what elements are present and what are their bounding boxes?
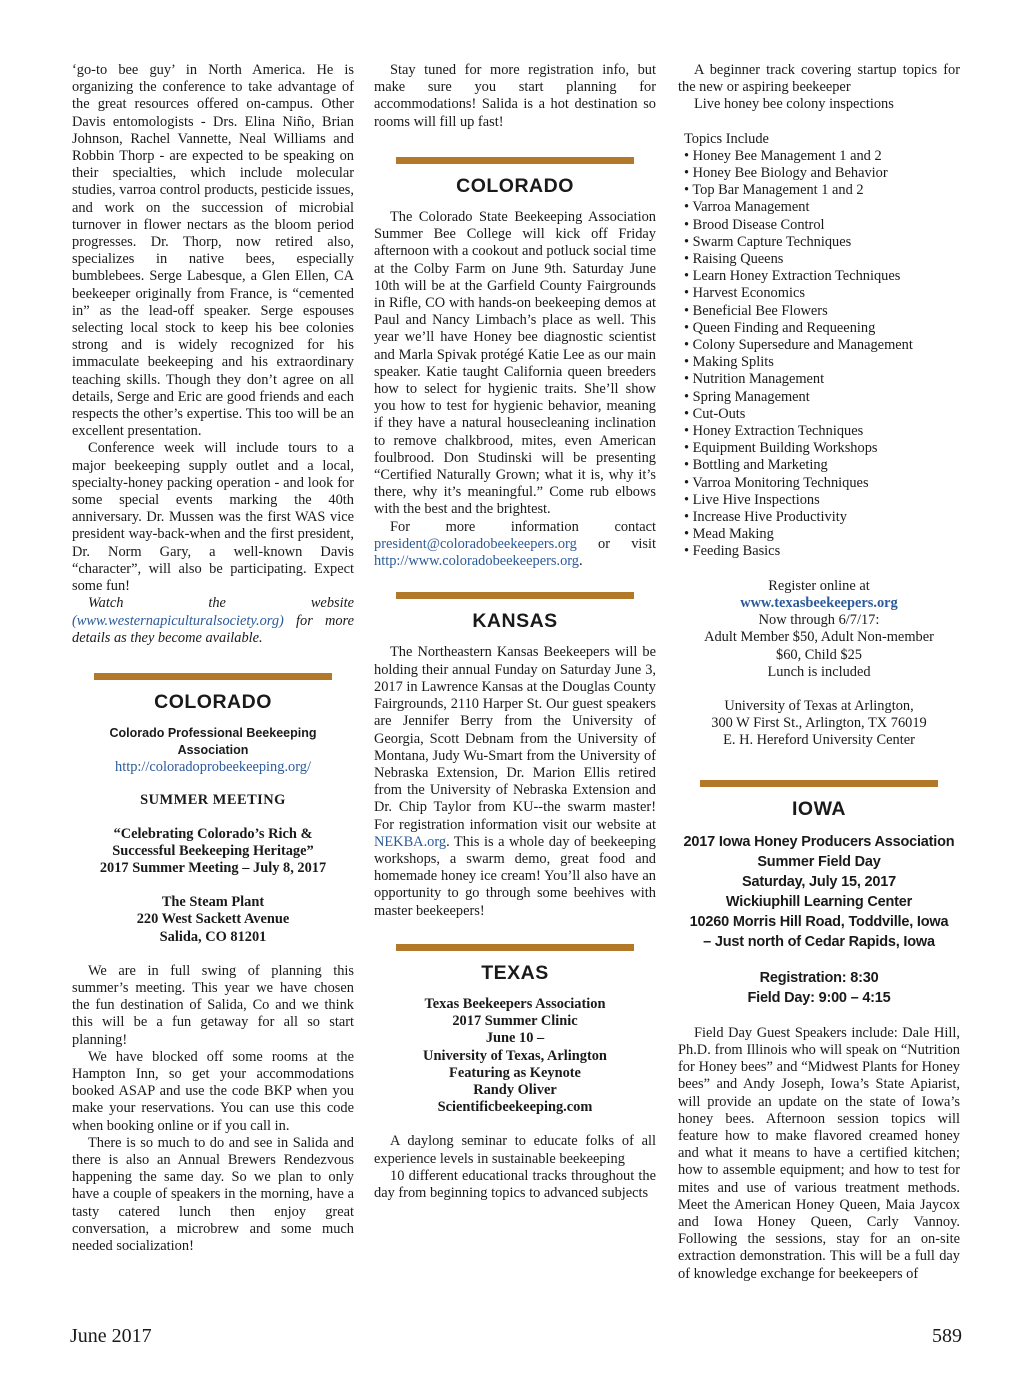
org-name: Colorado Professional Beekeeping Association bbox=[109, 726, 317, 758]
was-paragraph-1: ‘go-to bee guy’ in North America. He is organizing the conference to take advantage of the great resources offered on-campus. Other Davis entomologists - Drs. Elina Niño, Brian Johnson, Rachel Vannette, Neal Williams and Robbin Thorp - are expected to be speaking on their specialties, which include molecular studies, varroa control products, pesticide issues, and work on the succession of microbial turnover in flower nectars as the bloom period progresses. Dr. Thorp, now retired also, specializes in native bees, especially bumblebees. Serge Labesque, a Glen Ellen, CA beekeeper originally from France, is “cemented in” as the lead-off speaker. Serge espouses selecting local stock to keep his bee colonies strong and is widely recognized for his immaculate beekeeping and his extraordinary teaching skills. Though they don’t agree on all details, Serge and Eric are good friends and each respects the other’s expertise. This too will be an excellent presentation. bbox=[72, 62, 354, 440]
texas-location: University of Texas at Arlington, 300 W First St., Arlington, TX 76019 E. H. Hereford University Center bbox=[711, 697, 927, 749]
colorado-email-link[interactable]: president@coloradobeekeepers.org bbox=[374, 535, 577, 552]
meeting-theme: “Celebrating Colorado’s Rich & Successful Beekeeping Heritage” 2017 Summer Meeting – July 8, 2017 bbox=[99, 825, 327, 876]
org-url-link[interactable]: http://coloradoprobeekeeping.org/ bbox=[115, 759, 311, 776]
topic-item: • Making Splits bbox=[684, 354, 774, 371]
footer-page-number: 589 bbox=[932, 1325, 962, 1347]
topic-item: • Colony Supersedure and Management bbox=[684, 337, 913, 354]
topic-item: • Raising Queens bbox=[684, 251, 784, 268]
iowa-paragraph: Field Day Guest Speakers include: Dale Hill, Ph.D. from Illinois who will speak on “Nutrition for Honey bees” and “Midwest Plants for Honey bees” and Andy Joseph, Iowa’s State Apiarist, will provide an update on the state of Iowa’s honey bees. Afternoon session topics will feature how to make flavored creamed honey and what it means to have a certified kitchen; how to assemble equipment; and how to test for mites and use of various treatment methods. Meet the American Honey Queen, Maia Jaycox and Iowa Honey Queen, Carly Vannoy. Following the sessions, stay for an on-site extraction demonstration. This will be a full day of knowledge exchange for beekeepers of bbox=[678, 1024, 960, 1282]
meeting-venue: The Steam Plant 220 West Sackett Avenue Salida, CO 81201 bbox=[136, 894, 290, 945]
colorado-pro-paragraph-2: We have blocked off some rooms at the Hampton Inn, so get your accommodations booked ASAP and use the code BKP when you make your reservations. You can use this code when booking online or if you call in. bbox=[72, 1048, 354, 1134]
colorado-pro-paragraph-1: We are in full swing of planning this summer’s meeting. This year we have chosen the fun destination of Salida, Co and we think this will be a fun getaway for all so start planning! bbox=[72, 962, 354, 1048]
topic-item: • Queen Finding and Requeening bbox=[684, 319, 876, 336]
texas-paragraph-2: 10 different educational tracks throughout the day from beginning topics to advanced subjects bbox=[374, 1167, 656, 1201]
topic-item: • Equipment Building Workshops bbox=[684, 440, 878, 457]
colorado-pro-paragraph-3: There is so much to do and see in Salida and there is also an Annual Brewers Rendezvous happening the same day. So we plan to only have a couple of speakers in the morning, have a tasty catered lunch then enjoy great conversation, a microbrew and some much needed socialization! bbox=[72, 1134, 354, 1254]
texas-paragraph-1: A daylong seminar to educate folks of all experience levels in sustainable beekeeping bbox=[374, 1133, 656, 1167]
texas-paragraph-3: A beginner track covering startup topics for the new or aspiring beekeeper bbox=[678, 62, 960, 96]
section-divider bbox=[396, 944, 634, 951]
topic-item: • Increase Hive Productivity bbox=[684, 509, 847, 526]
topic-item: • Brood Disease Control bbox=[684, 216, 825, 233]
was-website-link[interactable]: (www.westernapiculturalsociety.org) bbox=[72, 612, 284, 629]
topic-item: • Honey Extraction Techniques bbox=[684, 423, 864, 440]
topic-item: • Live Hive Inspections bbox=[684, 491, 820, 508]
column-3 bbox=[678, 62, 960, 1283]
colorado-pro-paragraph-4: Stay tuned for more registration info, but make sure you start planning for accommodations! Salida is a hot destination so rooms will fill up fast! bbox=[374, 62, 656, 130]
topic-item: • Varroa Management bbox=[684, 199, 810, 216]
topic-item: • Bottling and Marketing bbox=[684, 457, 828, 474]
topic-item: • Learn Honey Extraction Techniques bbox=[684, 268, 901, 285]
iowa-schedule: Registration: 8:30 Field Day: 9:00 – 4:15 bbox=[747, 969, 891, 1006]
column-1 bbox=[72, 62, 354, 1255]
section-divider bbox=[396, 157, 634, 164]
topic-item: • Honey Bee Biology and Behavior bbox=[684, 165, 888, 182]
section-heading-kansas: KANSAS bbox=[472, 610, 558, 633]
topic-item: • Beneficial Bee Flowers bbox=[684, 302, 828, 319]
topic-item: • Harvest Economics bbox=[684, 285, 805, 302]
texas-paragraph-4: Live honey bee colony inspections bbox=[694, 96, 894, 113]
section-heading-texas: TEXAS bbox=[481, 961, 549, 984]
texas-clinic-info: Texas Beekeepers Association 2017 Summer Clinic June 10 – University of Texas, Arlington Featuring as Keynote Randy Oliver Scientificbeekeeping.com bbox=[423, 995, 607, 1116]
texas-registration: Register online at www.texasbeekeepers.org Now through 6/7/17: Adult Member $50, Adult Non-member $60, Child $25 Lunch is included bbox=[678, 578, 960, 681]
section-divider bbox=[700, 780, 938, 787]
texas-website-link[interactable]: www.texasbeekeepers.org bbox=[740, 594, 898, 611]
topic-item: • Honey Bee Management 1 and 2 bbox=[684, 147, 882, 164]
topic-item: • Nutrition Management bbox=[684, 371, 825, 388]
topics-label: Topics Include bbox=[684, 130, 769, 147]
topic-item: • Feeding Basics bbox=[684, 543, 781, 560]
topic-item: • Swarm Capture Techniques bbox=[684, 233, 852, 250]
topic-item: • Top Bar Management 1 and 2 bbox=[684, 182, 864, 199]
nekba-link[interactable]: NEKBA.org bbox=[374, 833, 447, 850]
topic-item: • Mead Making bbox=[684, 526, 774, 543]
kansas-paragraph: The Northeastern Kansas Beekeepers will be holding their annual Funday on Saturday June 3, 2017 in Lawrence Kansas at the Douglas County Fairgrounds, 2110 Harper St. Our guest speakers are Jennifer Berry from the University of Georgia, Scott Debnam from the University of Montana, Judy Wu-Smart from the University of Nebraska Extension, Dr. Marion Ellis retired from the University of Nebraska Extension and Dr. Chip Taylor from KU--the swarm master! For registration information visit our website at NEKBA.org. This is a whole day of beekeeping workshops, a swarm demo, great food and homemade honey ice cream! You’ll also have an opportunity to go through some beehives with master beekeepers! bbox=[374, 644, 656, 919]
colorado-website-link[interactable]: http://www.coloradobeekeepers.org bbox=[374, 553, 580, 570]
colorado-state-paragraph: The Colorado State Beekeeping Association Summer Bee College will kick off Friday afternoon with a cookout and potluck social time at the Colby Farm on June 9th. Saturday June 10th will be at the Garfield County Fairgrounds in Rifle, CO with hands-on beekeeping demos at Paul and Nancy Limbach’s place as well. This year we’ll have Honey bee diagnostic scientist and Marla Spivak protégé Katie Lee as our main speaker. Katie taught California queen breeders how to select for hygienic traits. She’ll show you how to test for hygienic behavior, meaning if they have a natural housecleaning inclination to remove chalkbrood, mites, even American foulbrood. Don Studinski will be presenting “Certified Naturally Grown; what it is, why it’s there, why it’s meaningful.” Come rub elbows with the best and the brightest. bbox=[374, 209, 656, 518]
footer-date: June 2017 bbox=[70, 1325, 152, 1347]
section-heading-colorado-state: COLORADO bbox=[456, 174, 574, 197]
colorado-state-contact: For more information contact president@coloradobeekeepers.org or visit http://www.coloradobeekeepers.org. bbox=[374, 518, 656, 570]
iowa-event-info: 2017 Iowa Honey Producers Association Summer Field Day Saturday, July 15, 2017 Wickiuphill Learning Center 10260 Morris Hill Road, Toddville, Iowa – Just north of Cedar Rapids, Iowa bbox=[683, 833, 955, 950]
meeting-label: SUMMER MEETING bbox=[140, 792, 286, 809]
section-divider bbox=[396, 592, 634, 599]
column-2 bbox=[374, 62, 656, 1202]
topic-item: • Varroa Monitoring Techniques bbox=[684, 474, 869, 491]
was-paragraph-2: Conference week will include tours to a major beekeeping supply outlet and a local, specialty-honey packing operation - and look for some special events marking the 40th anniversary. Dr. Mussen was the first WAS vice president way-back-when and the first president, Dr. Norm Gary, a well-known Davis “character”, will also be participating. Expect some fun! bbox=[72, 440, 354, 595]
topic-item: • Spring Management bbox=[684, 388, 810, 405]
section-heading-iowa: IOWA bbox=[792, 797, 846, 820]
section-heading-colorado-professional: COLORADO bbox=[154, 690, 272, 713]
was-website-note: Watch the website (www.westernapiculturalsociety.org) for more details as they become available. bbox=[72, 595, 354, 646]
topic-item: • Cut-Outs bbox=[684, 405, 746, 422]
topics-list bbox=[678, 148, 960, 561]
section-divider bbox=[94, 673, 332, 680]
